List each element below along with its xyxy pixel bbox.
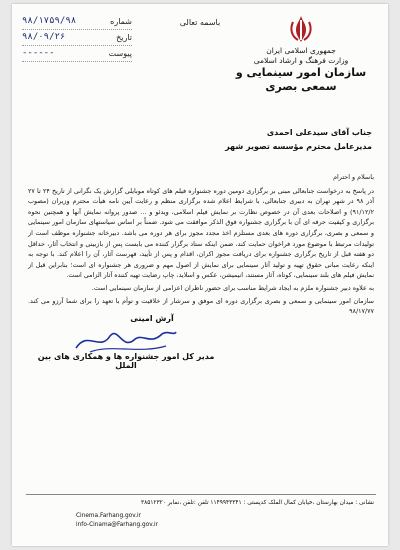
- footer-email[interactable]: info-Cinama@Farhang.gov.ir: [76, 522, 159, 528]
- letter-page: [12, 4, 388, 546]
- greeting: باسلام و احترام: [333, 173, 374, 181]
- body-paragraph-2: به علاوه دبیر جشنواره ملزم به ایجاد شرایط مناسب برای حضور ناظران اعزامی از سازمان سینمایی است.: [91, 283, 374, 292]
- footer-address: نشانی : میدان بهارستان ،خیابان کمال الملک کدپستی : ۱۱۴۹۹۴۳۳۴۱ تلفن :تلفن ،نمابر ۳۸۵۱۲۳۲۰: [141, 500, 374, 506]
- date-label: تاریخ: [116, 33, 132, 42]
- ministry-line-1: جمهوری اسلامی ایران: [266, 46, 336, 55]
- footer-divider: [26, 494, 376, 495]
- date-value: ۹۸/۰۹/۲۶: [22, 32, 66, 42]
- signer-title: مدیر کل امور جشنواره ها و همکاری های بین الملل: [37, 352, 215, 370]
- footer-links: [76, 512, 158, 530]
- iran-emblem-icon: [288, 14, 314, 44]
- attachment-label: پیوست: [108, 49, 132, 58]
- ministry-line-2: وزارت فرهنگ و ارشاد اسلامی: [253, 56, 349, 65]
- letter-body: [28, 172, 374, 319]
- footer: [28, 500, 374, 528]
- ministry-line-3: سازمان امور سینمایی و سمعی بصری: [235, 66, 367, 93]
- attachment-row: [22, 46, 132, 62]
- ministry-header: [226, 14, 376, 94]
- number-row: [22, 14, 132, 30]
- addressee-name: جناب آقای سیدعلی احمدی: [266, 128, 372, 137]
- body-paragraph-3: سازمان امور سینمایی و سمعی و بصری برگزاری دوره ای موفق و سرشار از خلاقیت و توأم با تعهد را برای شما آرزو می کند. ۹۸/۱۷/۷۷: [28, 296, 374, 316]
- body-paragraph-1: در پاسخ به درخواست جنابعالی مبنی بر برگزاری دومین دوره جشنواره فیلم های کوتاه موبایلی گزارش یک نگرانی از تاریخ ۲۴ تا ۲۷ آذر ۹۸ در شهر تهران به دبیری جنابعالی، با شرایط اعلام شده برگزاری منظم و رعایت آیین نامه هیأت محترم وزیران (مصوب ۹۱/۱۲/۲) و اصلاحات بعدی آن در خصوص نظارت بر نمایش فیلم اسلامی، ویدئو و ... صدور پروانه نمایش آنها و همچنین نحوه برگزاری و کیفیت حرفه ای آن با برگزاری جشنواره فوق الذکر موافقت می شود. ضمناً بر اساس سیاستهای سازمان امور سینمایی و سمعی و بصری، برگزاری دوره های بعدی مستلزم اخذ مجدد مجوز برای هر دوره می باشد. دبیرخانه جشنواره موظف است از تولیدات مرتبط با موضوع مورد فراخوان حمایت کند، ضمن اینکه ستاد برگزار کننده می بایست پس از بازبینی و انتخاب آثار، حداقل دو هفته قبل از تاریخ برگزاری جشنواره برای دریافت مجوز اکران، اقدام و پس از تأیید، فهرست آثار، آن را اعلام کند. با توجه به اینکه رعایت مبانی حقوق تهیه و تولید آثار سینمایی برای نمایش از اصول مهم و ضروری هر جشنواره ای است؛ بنابراین قبل از نمایش فیلم های بلند سینمایی، کوتاه، آثار مستند، انیمیشن، عکس و اسلاید، چاپ رضایت تهیه کننده آثار الزامی است.: [28, 186, 374, 280]
- invocation: باسمه تعالی: [179, 18, 221, 27]
- signer-name: آرش امینی: [130, 314, 174, 323]
- letterhead-fields: [22, 14, 132, 62]
- number-value: ۹۸/۱۷۵۹/۹۸: [22, 16, 77, 26]
- addressee: [225, 126, 372, 154]
- footer-website[interactable]: Cinema.Farhang.gov.ir: [76, 513, 142, 519]
- addressee-title: مدیرعامل محترم مؤسسه تصویر شهر: [225, 142, 372, 151]
- date-row: [22, 30, 132, 46]
- attachment-value: ------: [22, 48, 55, 58]
- number-label: شماره: [110, 17, 132, 26]
